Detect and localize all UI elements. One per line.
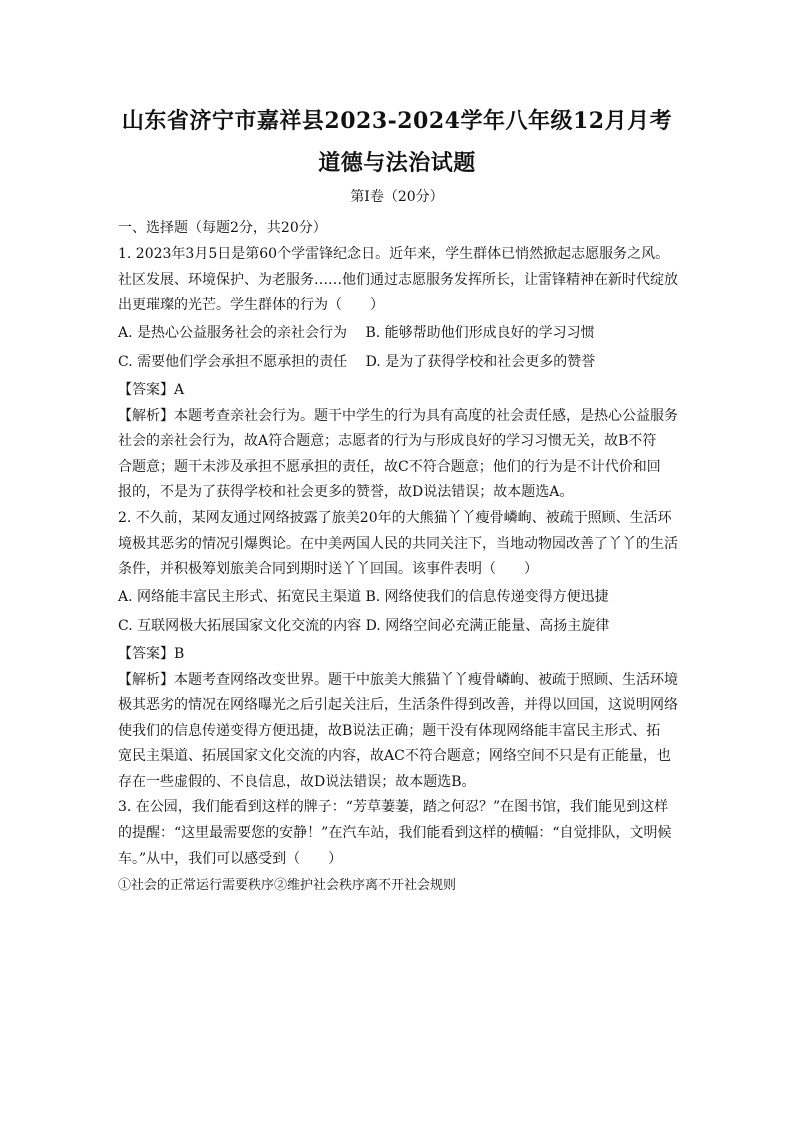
analysis-line: 极其恶劣的情况在网络曝光之后引起关注后，生活条件得到改善，并得以回国，这说明网络	[118, 697, 678, 714]
statement-line: ①社会的正常运行需要秩序②维护社会秩序离不开社会规则	[118, 878, 457, 894]
section-heading: 一、选择题（每题2分，共20分）	[118, 220, 327, 236]
question-text-line: 出更璀璨的光芒。学生群体的行为（ ）	[118, 297, 384, 314]
analysis-line: 报的，不是为了获得学校和社会更多的赞誉，故D说法错误；故本题选A。	[118, 484, 574, 501]
answer: 【答案】A	[118, 381, 185, 398]
option-line: A. 是热心公益服务社会的亲社会行为 B. 能够帮助他们形成良好的学习习惯	[118, 324, 595, 341]
option-line: C. 需要他们学会承担不愿承担的责任 D. 是为了获得学校和社会更多的赞誉	[118, 354, 596, 371]
analysis-line: 存在一些虚假的、不良信息，故D说法错误；故本题选B。	[118, 773, 476, 790]
question-options	[118, 583, 684, 642]
analysis-line: 【解析】本题考查网络改变世界。题干中旅美大熊猫丫丫瘦骨嶙峋、被疏于照顾、生活环境	[118, 671, 678, 688]
exam-title: 山东省济宁市嘉祥县2023-2024学年八年级12月月考	[121, 108, 673, 134]
question-text-line: 1. 2023年3月5日是第60个学雷锋纪念日。近年来，学生群体已悄然掀起志愿服务之风。	[118, 246, 670, 262]
analysis-line: 合题意；题干未涉及承担不愿承担的责任，故C不符合题意；他们的行为是不计代价和回	[118, 458, 661, 475]
analysis-line: 宽民主渠道、拓展国家文化交流的内容，故AC不符合题意；网络空间不只是有正能量，也	[118, 748, 671, 765]
part-heading: 第Ⅰ卷（20分）	[350, 189, 444, 205]
option-line: C. 互联网极大拓展国家文化交流的内容 D. 网络空间必充满正能量、高扬主旋律	[118, 618, 610, 635]
exam-subject-title: 道德与法治试题	[318, 150, 476, 176]
exam-content	[118, 214, 684, 900]
question-3	[118, 795, 684, 900]
question-1	[118, 242, 684, 506]
question-text-line: 境极其恶劣的情况引爆舆论。在中美两国人民的共同关注下，当地动物园改善了丫丫的生活	[118, 535, 678, 552]
question-text-line: 社区发展、环境保护、为老服务……他们通过志愿服务发挥所长，让雷锋精神在新时代绽放	[118, 271, 678, 288]
analysis-line: 【解析】本题考查亲社会行为。题干中学生的行为具有高度的社会责任感，是热心公益服务	[118, 407, 678, 424]
question-text-line: 车。”从中，我们可以感受到（ ）	[118, 850, 343, 867]
question-2	[118, 506, 684, 796]
question-text-line: 的提醒：“这里最需要您的安静！”在汽车站，我们能看到这样的横幅：“自觉排队，文明候	[118, 825, 672, 842]
answer: 【答案】B	[118, 645, 185, 662]
question-options	[118, 319, 684, 378]
analysis-line: 社会的亲社会行为，故A符合题意；志愿者的行为与形成良好的学习习惯无关，故B不符	[118, 433, 657, 450]
analysis-line: 使我们的信息传递变得方便迅捷，故B说法正确；题干没有体现网络能丰富民主形式、拓	[118, 722, 661, 739]
option-line: A. 网络能丰富民主形式、拓宽民主渠道 B. 网络使我们的信息传递变得方便迅捷	[118, 588, 609, 605]
question-text-line: 条件，并积极筹划旅美合同到期时送丫丫回国。该事件表明（ ）	[118, 561, 538, 578]
question-text-line: 3. 在公园，我们能看到这样的牌子：“芳草萋萋，踏之何忍？”在图书馆，我们能见到这样	[118, 799, 669, 816]
question-text-line: 2. 不久前，某网友通过网络披露了旅美20年的大熊猫丫丫瘦骨嶙峋、被疏于照顾、生活环	[118, 509, 672, 526]
